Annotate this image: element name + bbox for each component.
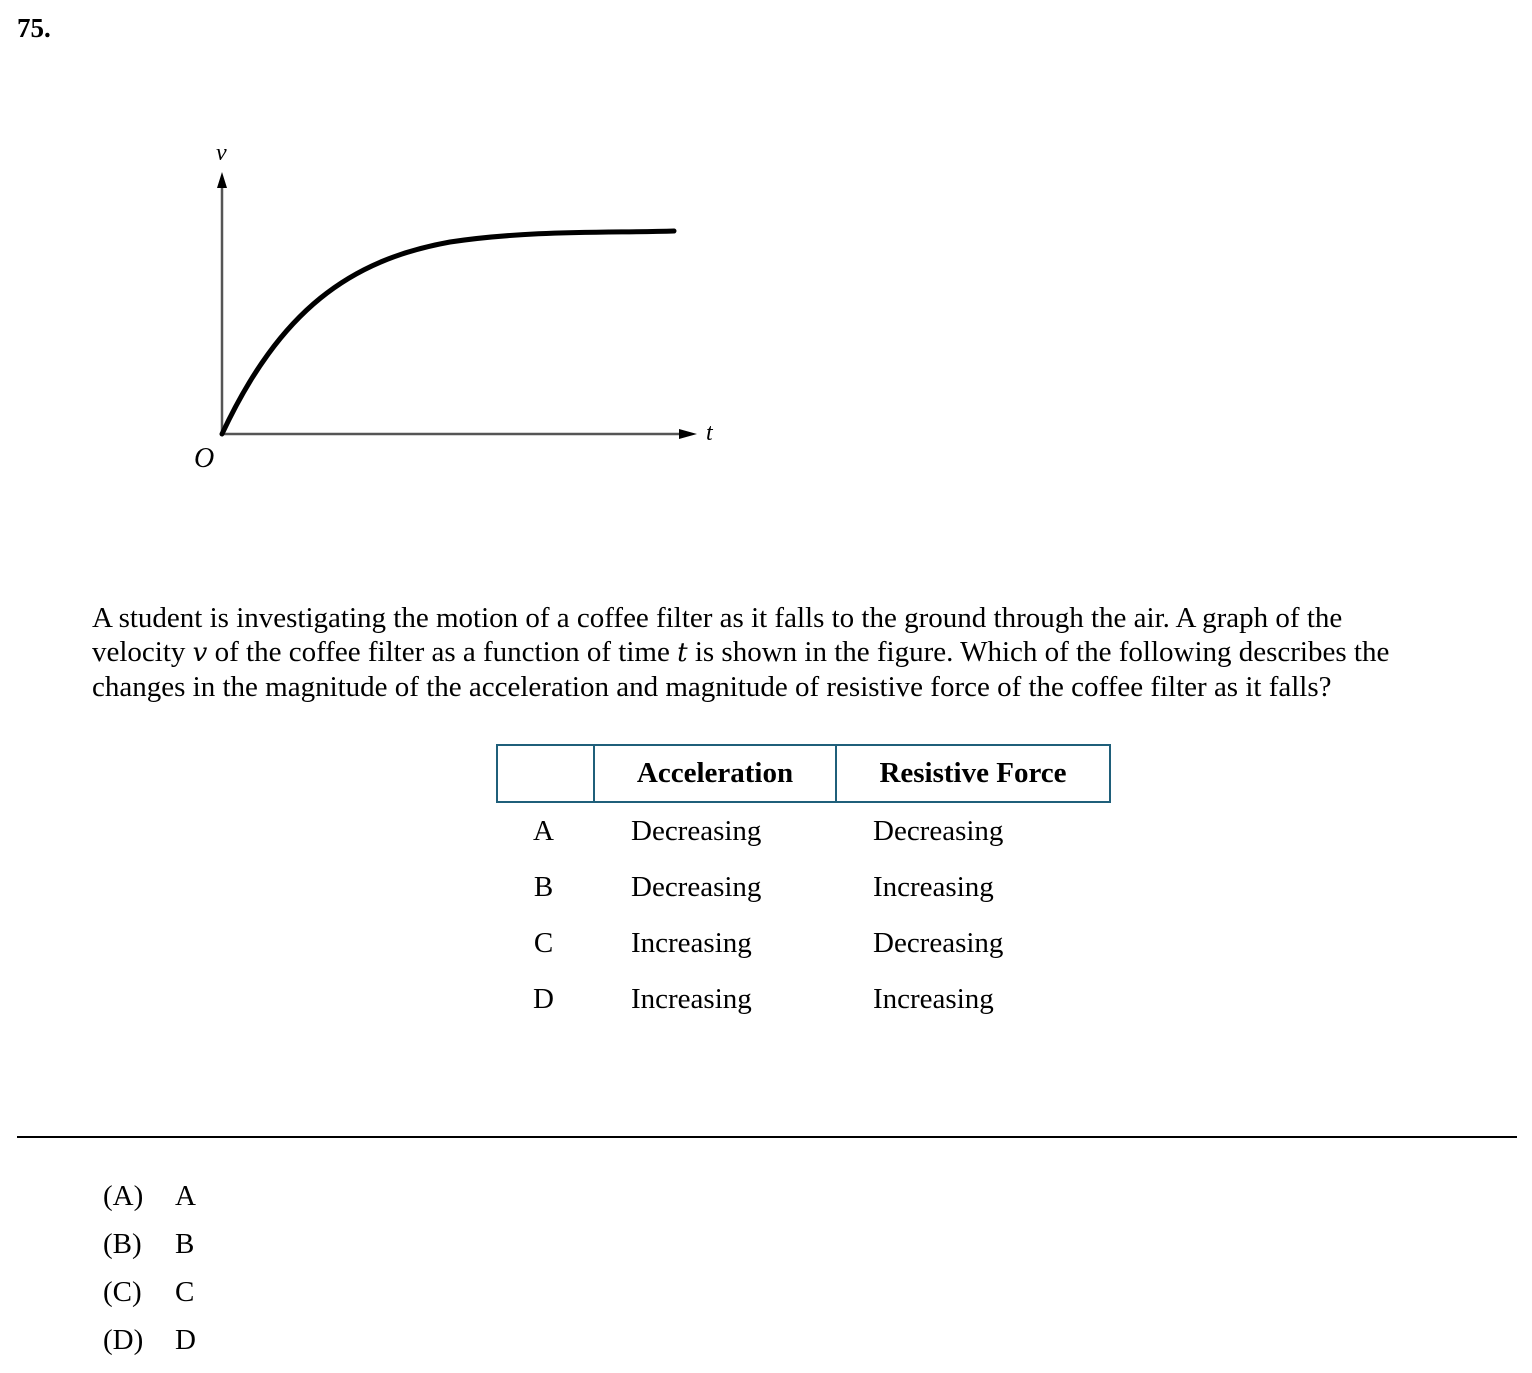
table-row [497,971,1110,1027]
row-resistive-force: Increasing [873,870,994,903]
header-acceleration: Acceleration [594,745,836,802]
row-resistive-force: Decreasing [873,814,1004,847]
choice-d[interactable] [103,1320,196,1368]
choice-label: (D) [103,1324,144,1356]
row-letter: C [533,926,554,959]
choice-text: C [175,1276,195,1308]
choice-text: A [175,1180,196,1212]
row-acceleration: Decreasing [631,870,762,903]
origin-label: O [194,443,215,474]
velocity-variable: v [192,638,208,668]
choice-label: (B) [103,1228,142,1260]
options-table [496,744,1111,1027]
row-letter: D [533,982,554,1015]
choice-label: (A) [103,1180,144,1212]
velocity-curve [222,231,674,434]
header-resistive-force: Resistive Force [836,745,1110,802]
answer-choices [103,1176,196,1368]
header-blank [497,745,594,802]
time-variable: t [677,638,688,668]
y-axis-label: v [216,140,227,166]
choice-text: B [175,1228,195,1260]
choice-b[interactable] [103,1224,196,1272]
section-divider [17,1136,1517,1138]
table-row [497,802,1110,859]
velocity-time-graph [170,130,770,490]
question-stem [92,601,1492,704]
x-axis-label: t [706,420,713,446]
stem-line-1: A student is investigating the motion of a coffee filter as it falls to the ground through the air. A graph of the [92,602,1343,634]
x-axis-arrowhead [679,429,697,439]
choice-c[interactable] [103,1272,196,1320]
choice-a[interactable] [103,1176,196,1224]
row-acceleration: Increasing [631,926,752,959]
row-acceleration: Increasing [631,982,752,1015]
y-axis-arrowhead [217,172,227,188]
choice-label: (C) [103,1276,142,1308]
row-acceleration: Decreasing [631,814,762,847]
row-letter: B [533,870,554,903]
row-letter: A [533,814,554,847]
table-header-row [497,745,1110,802]
stem-line-3: changes in the magnitude of the acceleration and magnitude of resistive force of the coffee filter as it falls? [92,671,1332,703]
choice-text: D [175,1324,196,1356]
row-resistive-force: Decreasing [873,926,1004,959]
row-resistive-force: Increasing [873,982,994,1015]
question-number: 75. [17,13,51,43]
stem-line-2: velocity v of the coffee filter as a function of time t is shown in the figure. Which of the following describes the [92,636,1390,668]
table-row [497,915,1110,971]
table-row [497,859,1110,915]
